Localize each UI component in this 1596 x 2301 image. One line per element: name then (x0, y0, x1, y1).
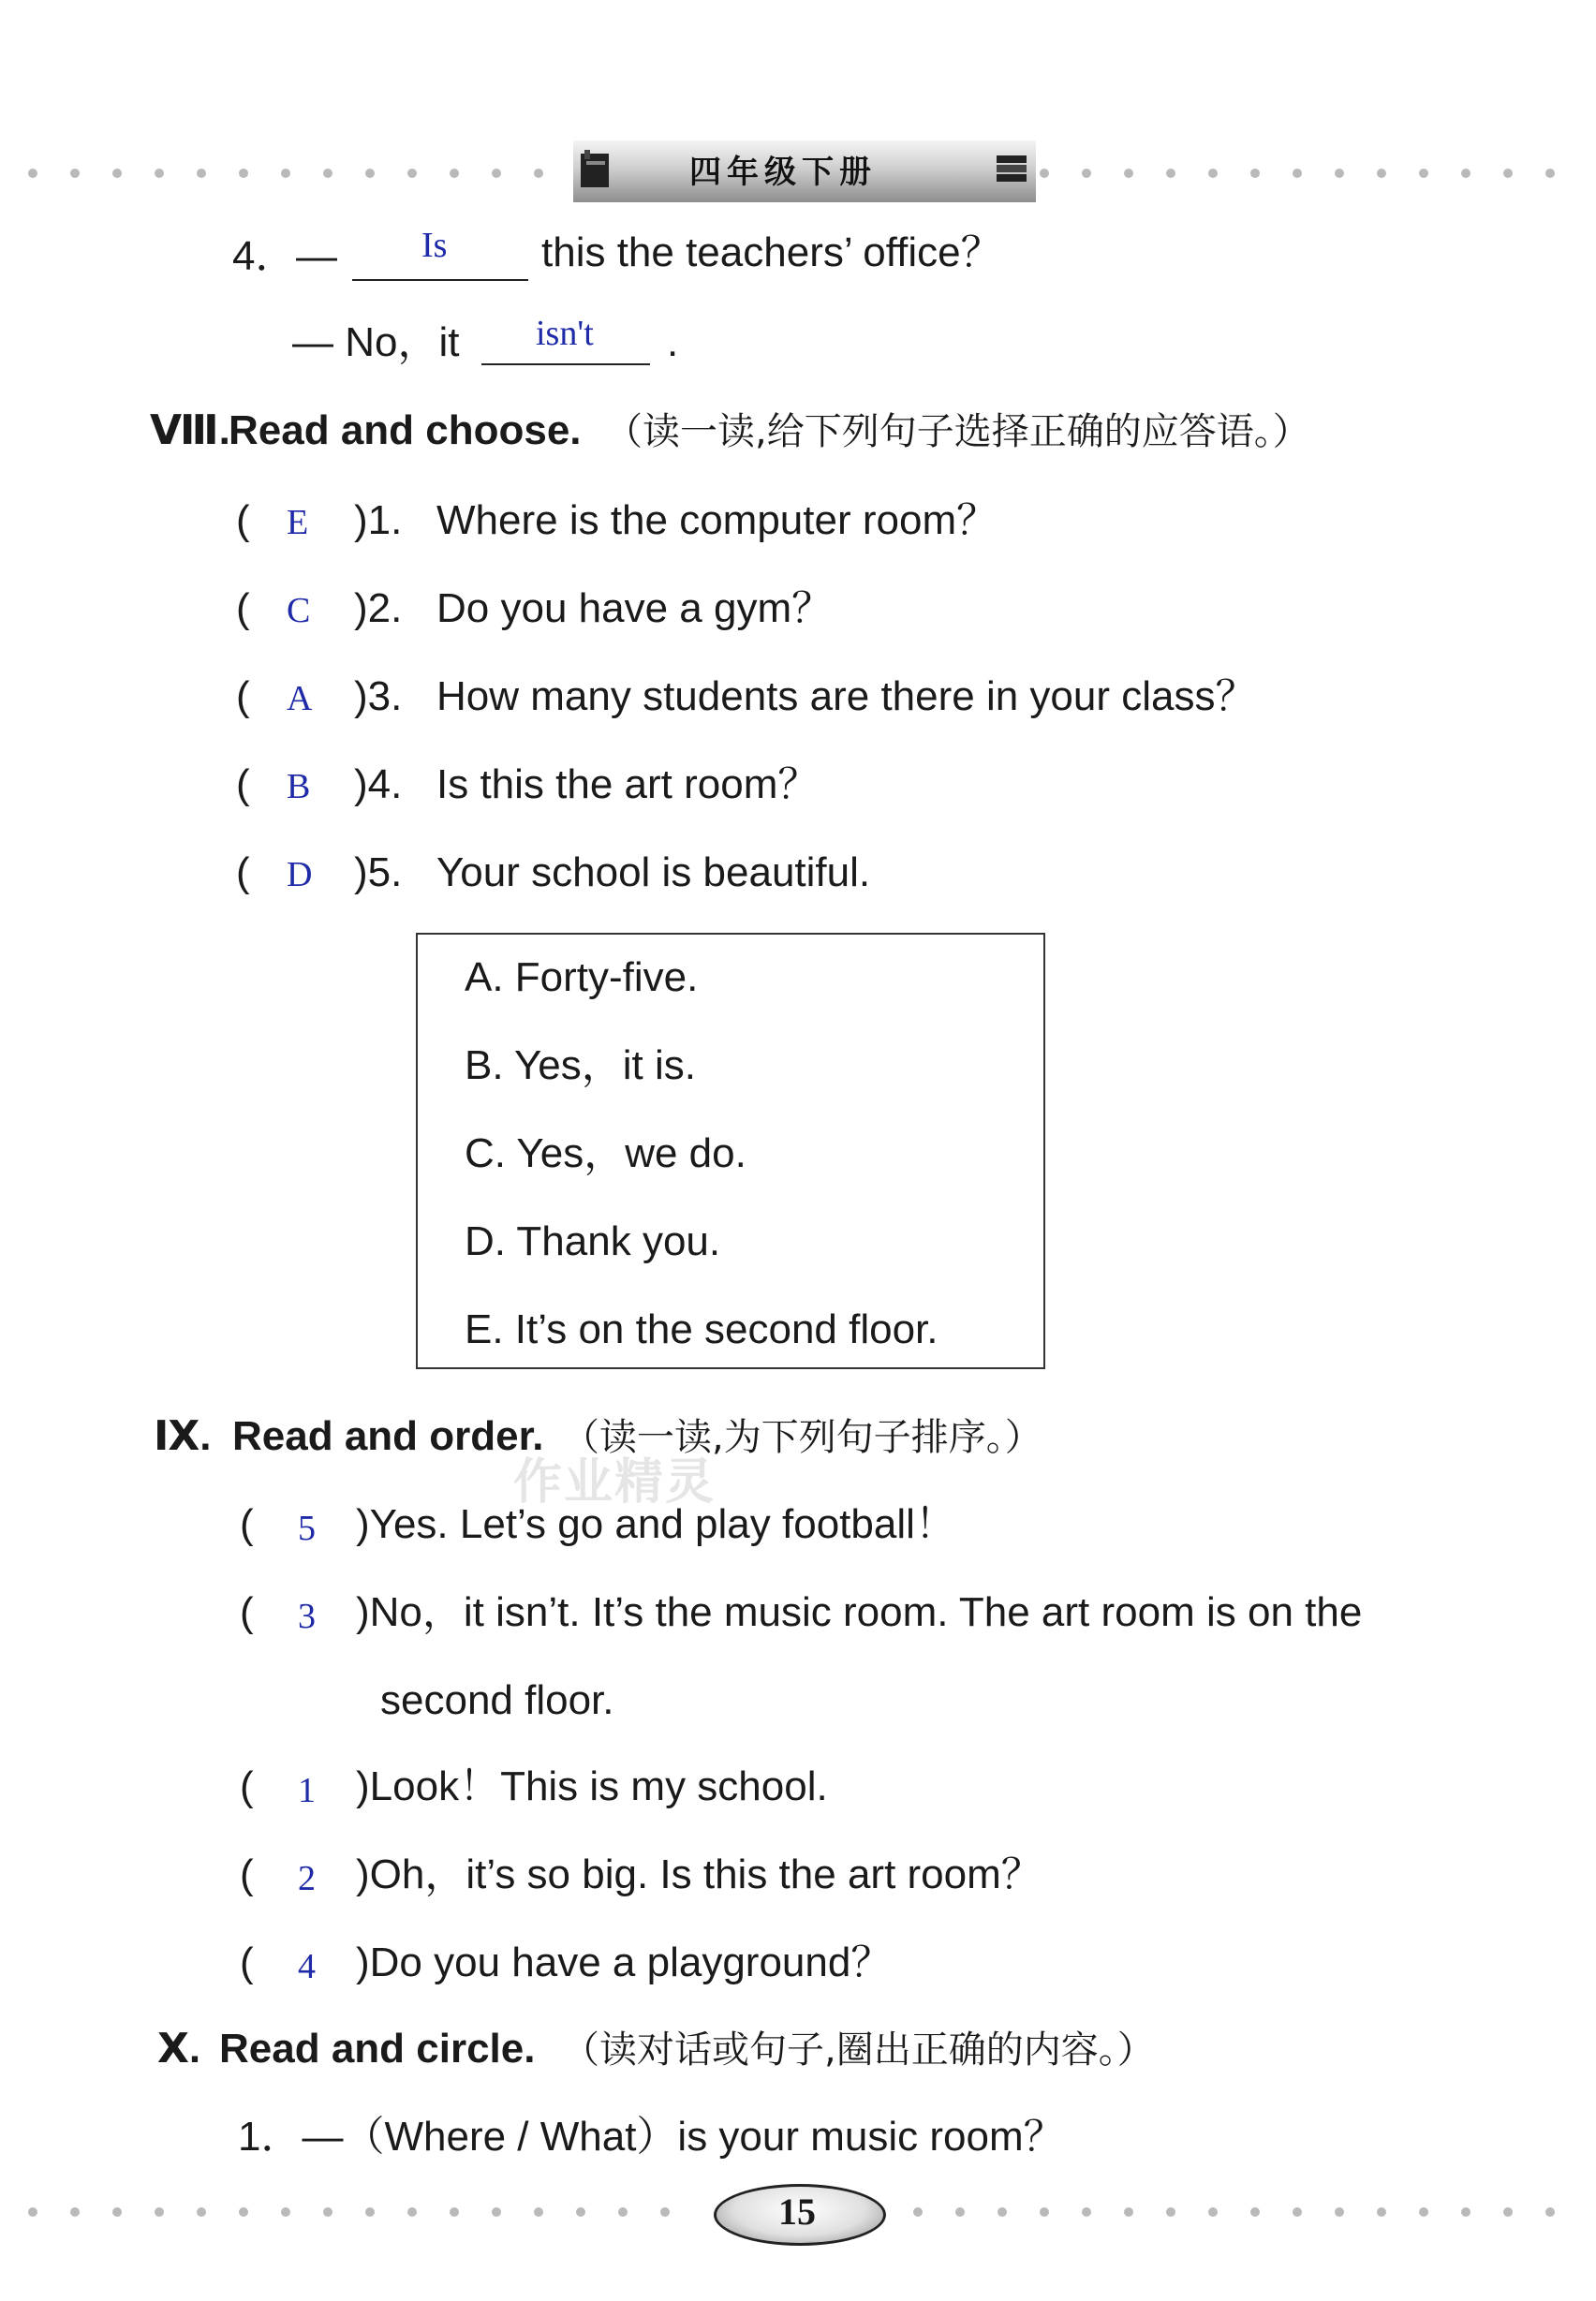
item-number: )4. (354, 761, 403, 807)
border-dot (1335, 169, 1344, 178)
border-dot (576, 2207, 585, 2217)
option-item: C. Yes，we do. (465, 1130, 746, 1176)
border-dot (281, 169, 290, 178)
border-dot (1377, 2207, 1386, 2217)
border-dot (28, 2207, 37, 2217)
border-dot (1293, 2207, 1302, 2217)
q4-number: 4． (232, 233, 297, 279)
border-dot (534, 169, 543, 178)
section10-title: Read and circle. (219, 2026, 536, 2072)
border-dot (1503, 2207, 1513, 2217)
border-dot (323, 2207, 332, 2217)
section8-roman: Ⅷ. (150, 407, 230, 453)
border-dot (450, 169, 459, 178)
order-text: )Look！This is my school. (356, 1763, 828, 1809)
q4-dash: — (296, 233, 337, 279)
border-dot (1335, 2207, 1344, 2217)
section9-instruction: （读一读,为下列句子排序。） (562, 1416, 1042, 1459)
border-dot (1461, 169, 1470, 178)
border-dot (1461, 2207, 1470, 2217)
section9-roman: Ⅸ. (154, 1413, 212, 1459)
border-dot (1082, 2207, 1091, 2217)
option-item: E. It’s on the second floor. (465, 1306, 938, 1352)
open-paren: ( (240, 1589, 254, 1635)
border-dot (1040, 169, 1049, 178)
order-answer[interactable]: 2 (298, 1859, 316, 1898)
border-dot (239, 169, 248, 178)
border-dot (660, 2207, 670, 2217)
item-text: Your school is beautiful. (436, 849, 871, 895)
open-paren: ( (240, 1851, 254, 1897)
order-answer[interactable]: 3 (298, 1597, 316, 1636)
border-dot (155, 169, 164, 178)
border-dot (1040, 2207, 1049, 2217)
border-dot (365, 2207, 375, 2217)
border-dot (1124, 2207, 1133, 2217)
item-text: Is this the art room？ (436, 761, 820, 807)
option-item: A. Forty-five. (465, 954, 699, 1000)
border-dot (112, 169, 122, 178)
border-dot (70, 2207, 80, 2217)
order-text: )Do you have a playground？ (356, 1940, 893, 1985)
open-paren: ( (240, 1501, 254, 1547)
q4-sentence-1: this the teachers’ office？ (541, 229, 1002, 275)
item-text: Where is the computer room？ (436, 497, 998, 543)
open-paren: ( (240, 1763, 254, 1809)
open-paren: ( (236, 585, 250, 631)
order-text: )Yes. Let’s go and play football！ (356, 1501, 956, 1547)
border-dot (1208, 169, 1218, 178)
section8-instruction: （读一读,给下列句子选择正确的应答语。） (605, 410, 1310, 453)
choose-answer[interactable]: B (287, 767, 311, 806)
section9-title: Read and order. (232, 1413, 544, 1459)
border-dot (492, 169, 501, 178)
item-number: )2. (354, 585, 403, 631)
open-paren: ( (236, 497, 250, 543)
open-paren: ( (236, 673, 250, 719)
border-dot (1545, 169, 1555, 178)
border-dot (1503, 169, 1513, 178)
border-dot (1419, 169, 1428, 178)
choose-answer[interactable]: C (287, 591, 311, 630)
header-title: 四年级下册 (689, 154, 877, 191)
watermark: 作业精灵 (513, 1454, 717, 1511)
border-dot (28, 169, 37, 178)
border-dot (492, 2207, 501, 2217)
border-dot (534, 2207, 543, 2217)
border-dot (1419, 2207, 1428, 2217)
border-dot (1208, 2207, 1218, 2217)
border-dot (70, 169, 80, 178)
border-dot (450, 2207, 459, 2217)
open-paren: ( (236, 849, 250, 895)
border-dot (1082, 169, 1091, 178)
order-answer[interactable]: 5 (298, 1509, 316, 1548)
border-dot (197, 2207, 206, 2217)
border-dot (407, 169, 417, 178)
item-text: Do you have a gym？ (436, 585, 834, 631)
border-dot (239, 2207, 248, 2217)
q4-period: . (667, 319, 679, 365)
section10-q1: 1．—（Where / What）is your music room？ (238, 2114, 1065, 2160)
border-dot (1166, 2207, 1175, 2217)
choose-answer[interactable]: E (287, 503, 309, 542)
section10-instruction: （读对话或句子,圈出正确的内容。） (562, 2028, 1155, 2072)
border-dot (1545, 2207, 1555, 2217)
border-dot (913, 2207, 923, 2217)
option-item: B. Yes，it is. (465, 1042, 697, 1088)
section9-continuation: second floor. (380, 1677, 614, 1723)
page-number: 15 (778, 2190, 816, 2233)
q4-answer-2: isn't (536, 314, 594, 353)
section10-roman: Ⅹ. (157, 2026, 201, 2072)
open-paren: ( (240, 1940, 254, 1985)
order-text: )No，it isn’t. It’s the music room. The art room is on the (356, 1589, 1363, 1635)
border-dot (1250, 169, 1260, 178)
item-number: )5. (354, 849, 403, 895)
book-stack-icon (995, 152, 1028, 185)
border-dot (955, 2207, 965, 2217)
open-paren: ( (236, 761, 250, 807)
border-dot (618, 2207, 628, 2217)
book-icon (579, 148, 613, 189)
border-dot (281, 2207, 290, 2217)
border-dot (112, 2207, 122, 2217)
border-dot (1377, 169, 1386, 178)
order-answer[interactable]: 4 (298, 1947, 316, 1986)
border-dot (197, 169, 206, 178)
option-item: D. Thank you. (465, 1218, 721, 1264)
border-dot (407, 2207, 417, 2217)
q4-sentence-2: — No，it (292, 319, 460, 365)
section8-title: Read and choose. (229, 407, 582, 453)
item-number: )1. (354, 497, 403, 543)
choose-answer[interactable]: D (287, 855, 313, 894)
order-text: )Oh，it’s so big. Is this the art room？ (356, 1851, 1042, 1897)
item-text: How many students are there in your class？ (436, 673, 1257, 719)
border-dot (323, 169, 332, 178)
item-number: )3. (354, 673, 403, 719)
border-dot (998, 2207, 1007, 2217)
border-dot (1124, 169, 1133, 178)
border-dot (1250, 2207, 1260, 2217)
border-dot (365, 169, 375, 178)
border-dot (1166, 169, 1175, 178)
order-answer[interactable]: 1 (298, 1771, 316, 1810)
choose-answer[interactable]: A (287, 679, 313, 718)
border-dot (155, 2207, 164, 2217)
border-dot (1293, 169, 1302, 178)
q4-answer-1: Is (421, 226, 448, 265)
